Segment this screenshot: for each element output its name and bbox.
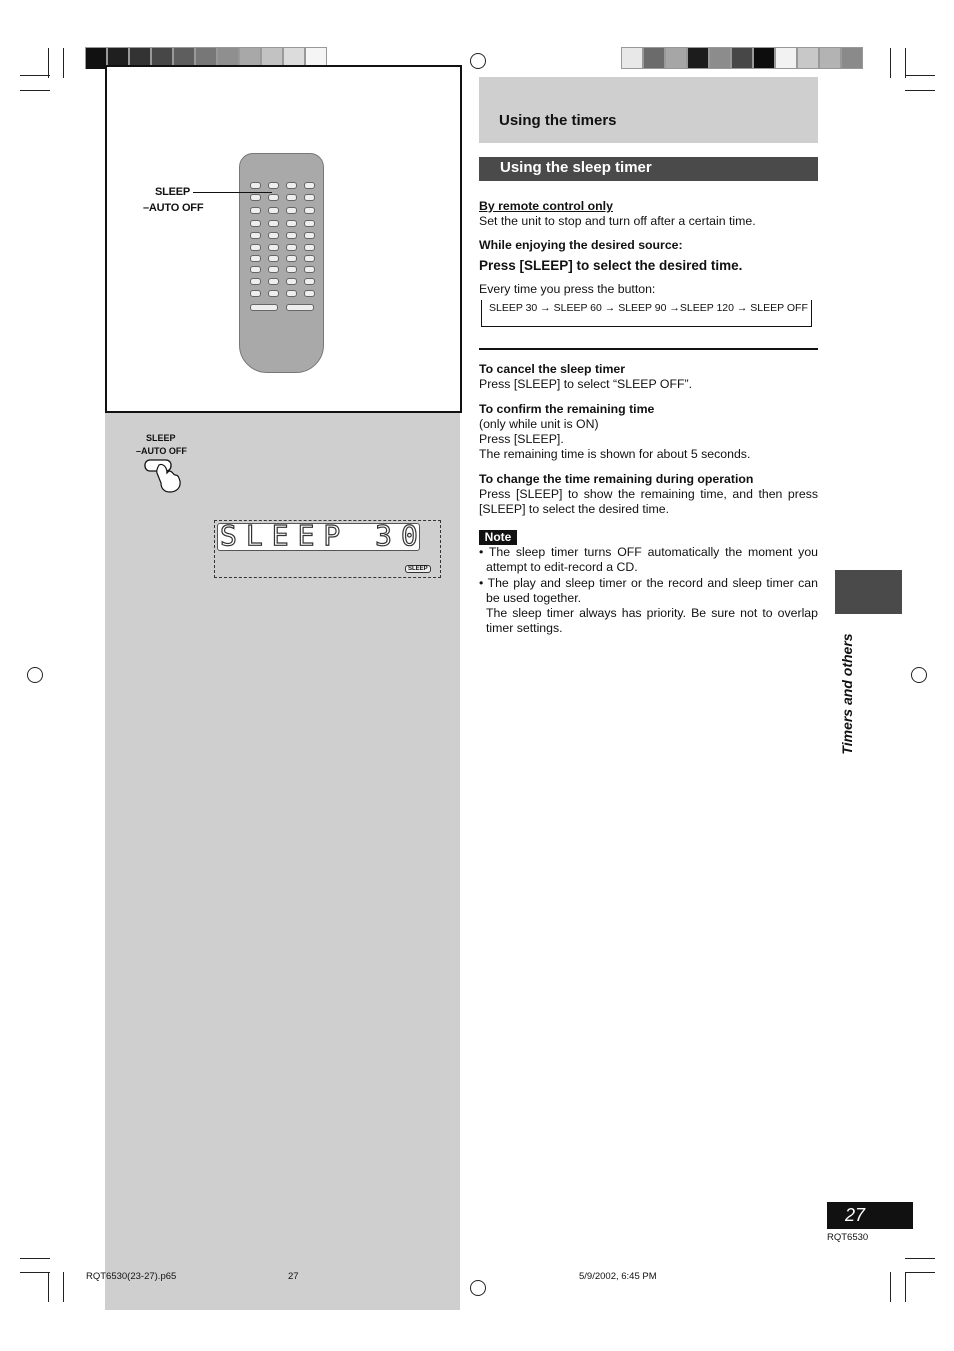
note-bullet-1: • The sleep timer turns OFF automatically the moment you attempt to edit-record a CD. <box>479 545 818 574</box>
remote-button <box>268 220 279 227</box>
remote-button <box>268 278 279 285</box>
remote-button <box>250 207 261 214</box>
remote-button <box>268 255 279 262</box>
remote-button <box>286 207 297 214</box>
color-swatch-strip-right <box>622 48 864 68</box>
cancel-text: Press [SLEEP] to select “SLEEP OFF”. <box>479 377 692 391</box>
crop-mark <box>48 1272 49 1302</box>
remote-button <box>268 194 279 201</box>
remote-button <box>268 244 279 251</box>
remote-button <box>304 207 315 214</box>
remote-button <box>304 194 315 201</box>
note-bullet-2-continued: The sleep timer always has priority. Be sure not to overlap timer settings. <box>486 606 818 635</box>
crop-mark <box>20 1258 50 1259</box>
confirm-line-2: Press [SLEEP]. <box>479 432 564 446</box>
crop-mark <box>20 1272 50 1273</box>
sleep-button-label: SLEEP <box>146 433 176 443</box>
remote-button <box>286 194 297 201</box>
crop-mark <box>63 1272 64 1302</box>
color-swatch <box>86 48 106 68</box>
color-swatch <box>644 48 664 68</box>
remote-button <box>250 244 261 251</box>
remote-button <box>286 255 297 262</box>
remote-button <box>286 232 297 239</box>
remote-button <box>304 220 315 227</box>
every-time-text: Every time you press the button: <box>479 282 656 296</box>
color-swatch <box>820 48 840 68</box>
registration-mark <box>470 53 486 69</box>
remote-button <box>304 278 315 285</box>
confirm-line-1: (only while unit is ON) <box>479 417 599 431</box>
while-enjoying-heading: While enjoying the desired source: <box>479 238 683 252</box>
sleep-indicator-badge: SLEEP <box>405 565 431 573</box>
color-swatch <box>776 48 796 68</box>
remote-button <box>304 232 315 239</box>
remote-button <box>268 290 279 297</box>
document-code: RQT6530 <box>827 1232 869 1243</box>
section-header-box <box>479 77 818 143</box>
footer-filename: RQT6530(23-27).p65 <box>86 1271 177 1282</box>
crop-mark <box>905 1272 906 1302</box>
remote-only-heading: By remote control only <box>479 199 613 213</box>
divider-rule <box>479 348 818 350</box>
side-tab-label: Timers and others <box>839 633 855 755</box>
remote-button <box>304 290 315 297</box>
remote-button <box>250 182 261 189</box>
subsection-title: Using the sleep timer <box>500 159 652 176</box>
section-side-tab <box>835 570 902 614</box>
remote-auto-off-label: –AUTO OFF <box>143 202 204 214</box>
finger-press-icon <box>143 457 185 495</box>
confirm-line-3: The remaining time is shown for about 5 seconds. <box>479 447 751 461</box>
note-bullet-2: • The play and sleep timer or the record and sleep timer can be used together. <box>479 576 818 605</box>
color-swatch <box>710 48 730 68</box>
crop-mark <box>48 48 49 78</box>
remote-button <box>286 220 297 227</box>
crop-mark <box>905 1258 935 1259</box>
remote-sleep-label: SLEEP <box>155 186 191 198</box>
color-swatch <box>842 48 862 68</box>
remote-volume-button <box>286 304 314 311</box>
color-swatch <box>666 48 686 68</box>
crop-mark <box>905 48 906 78</box>
color-swatch <box>732 48 752 68</box>
remote-button <box>304 182 315 189</box>
color-swatch <box>754 48 774 68</box>
remote-button <box>286 278 297 285</box>
remote-button <box>304 244 315 251</box>
change-text: Press [SLEEP] to show the remaining time, and then press [SLEEP] to select the desired time. <box>479 487 818 516</box>
change-heading: To change the time remaining during operation <box>479 472 754 486</box>
remote-control-illustration <box>239 153 324 373</box>
color-swatch <box>798 48 818 68</box>
crop-mark <box>890 1272 891 1302</box>
crop-mark <box>905 1272 935 1273</box>
remote-button <box>250 220 261 227</box>
remote-button <box>268 182 279 189</box>
section-title: Using the timers <box>499 112 617 129</box>
remote-button <box>268 207 279 214</box>
auto-off-button-label: –AUTO OFF <box>136 446 187 456</box>
crop-mark <box>20 90 50 91</box>
cancel-heading: To cancel the sleep timer <box>479 362 626 376</box>
remote-button <box>250 278 261 285</box>
remote-button <box>286 182 297 189</box>
sleep-sequence: SLEEP 30 → SLEEP 60 → SLEEP 90 →SLEEP 120 → SLEEP OFF <box>489 302 808 314</box>
press-sleep-instruction: Press [SLEEP] to select the desired time. <box>479 258 743 273</box>
remote-button <box>250 266 261 273</box>
lcd-readout: SLEEP 30 <box>220 519 427 552</box>
callout-line <box>193 192 272 193</box>
footer-page: 27 <box>288 1271 299 1282</box>
confirm-heading: To confirm the remaining time <box>479 402 655 416</box>
remote-button <box>304 266 315 273</box>
note-tag: Note <box>479 530 517 545</box>
remote-button <box>304 255 315 262</box>
crop-mark <box>905 90 935 91</box>
registration-mark <box>911 667 927 683</box>
remote-volume-button <box>250 304 278 311</box>
color-swatch <box>688 48 708 68</box>
page-number: 27 <box>827 1202 913 1229</box>
remote-button <box>268 232 279 239</box>
remote-button <box>286 266 297 273</box>
remote-button <box>286 244 297 251</box>
color-swatch <box>622 48 642 68</box>
registration-mark <box>27 667 43 683</box>
registration-mark <box>470 1280 486 1296</box>
crop-mark <box>890 48 891 78</box>
footer-date: 5/9/2002, 6:45 PM <box>579 1271 657 1282</box>
remote-button <box>250 232 261 239</box>
remote-button <box>268 266 279 273</box>
crop-mark <box>20 75 50 76</box>
crop-mark <box>905 75 935 76</box>
remote-button <box>286 290 297 297</box>
remote-button <box>250 194 261 201</box>
remote-only-description: Set the unit to stop and turn off after a certain time. <box>479 214 756 228</box>
crop-mark <box>63 48 64 78</box>
remote-button <box>250 290 261 297</box>
remote-button <box>250 255 261 262</box>
